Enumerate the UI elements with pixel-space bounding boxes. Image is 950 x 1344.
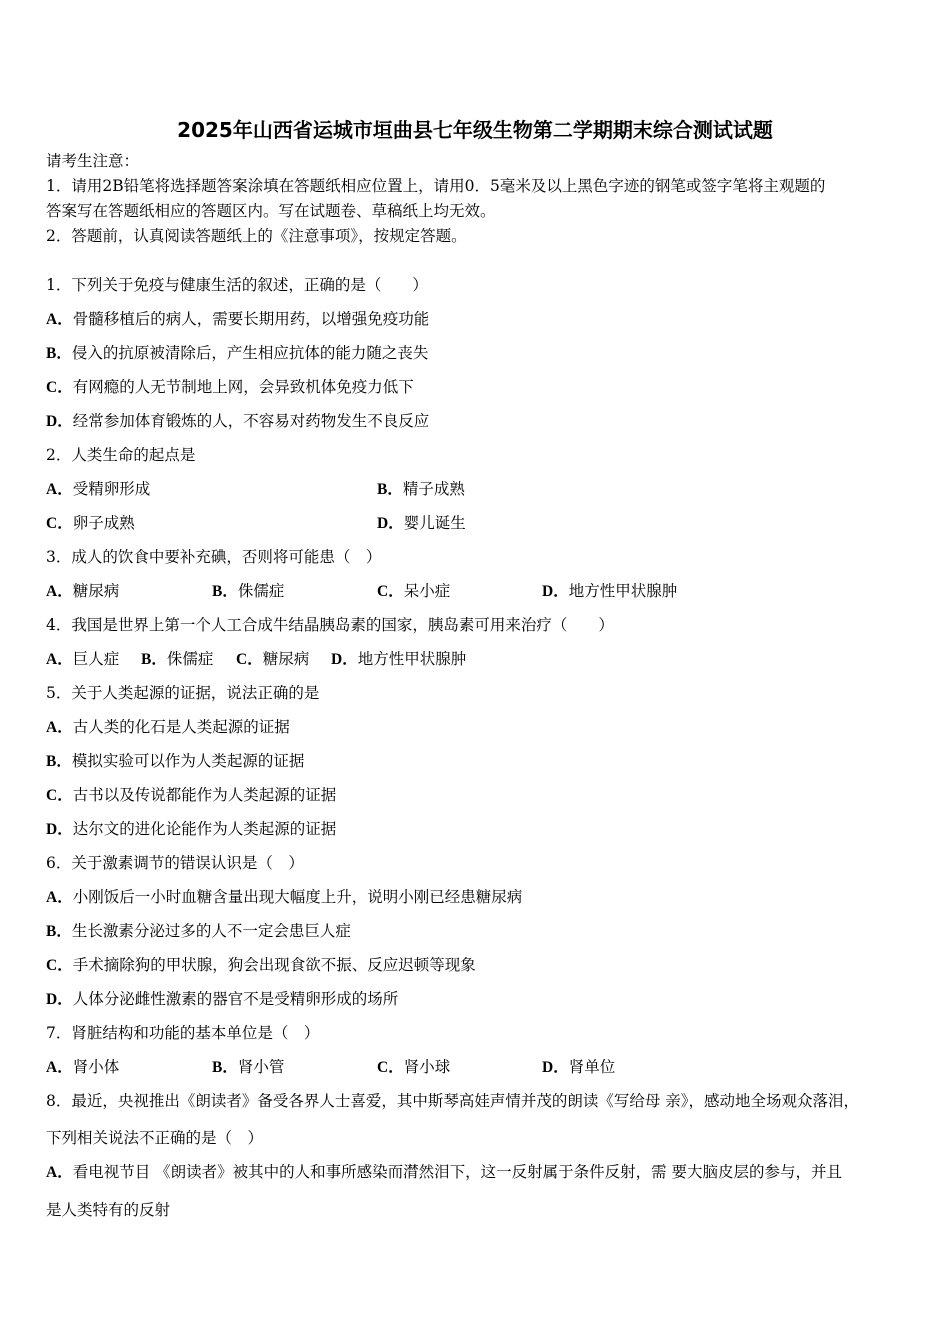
question-stem: 4．我国是世界上第一个人工合成牛结晶胰岛素的国家，胰岛素可用来治疗（ ） [46, 616, 614, 634]
question-stem: 2．人类生命的起点是 [46, 446, 196, 464]
option-letter: B． [141, 651, 167, 668]
option [377, 581, 450, 602]
option-letter: A． [46, 889, 73, 906]
option [46, 513, 135, 534]
question-stem: 下列相关说法不正确的是（ ） [46, 1129, 264, 1147]
option-text: 糖尿病 [262, 650, 310, 668]
option-text: 婴儿诞生 [403, 514, 466, 532]
option-letter: C． [377, 583, 404, 600]
option-letter: C． [236, 651, 263, 668]
option [46, 921, 351, 942]
notice-item: 答案写在答题纸相应的答题区内。写在试题卷、草稿纸上均无效。 [46, 202, 496, 220]
page-title: 2025年山西省运城市垣曲县七年级生物第二学期期末综合测试试题 [177, 118, 773, 142]
option-letter: D． [377, 515, 404, 532]
option [212, 1057, 284, 1078]
option-text: 侏儒症 [237, 582, 285, 600]
option [46, 309, 429, 330]
option-text: 巨人症 [72, 650, 120, 668]
option [46, 343, 428, 364]
option [46, 751, 304, 772]
option [46, 717, 290, 738]
option [542, 581, 677, 602]
option-text-continued [46, 1200, 170, 1220]
option-text: 手术摘除狗的甲状腺，狗会出现食欲不振、反应迟顿等现象 [72, 956, 476, 974]
option-letter: D． [542, 583, 569, 600]
option-text: 模拟实验可以作为人类起源的证据 [71, 752, 305, 770]
option [212, 581, 284, 602]
option [46, 989, 398, 1010]
option-letter: A． [46, 719, 73, 736]
option [46, 955, 476, 976]
option-letter: B． [46, 753, 72, 770]
question-stem [46, 853, 304, 873]
option-text: 小刚饭后一小时血糖含量出现大幅度上升，说明小刚已经患糖尿病 [72, 888, 523, 906]
option-text: 肾小管 [237, 1058, 285, 1076]
option [236, 649, 309, 670]
question-stem [46, 615, 614, 635]
question-stem [46, 683, 319, 703]
option-text: 古书以及传说都能作为人类起源的证据 [72, 786, 337, 804]
option-letter: B． [377, 481, 403, 498]
question-stem [46, 275, 428, 295]
option [46, 479, 150, 500]
option-letter: A． [46, 651, 73, 668]
option-letter: A． [46, 1059, 73, 1076]
option-text: 经常参加体育锻炼的人，不容易对药物发生不良反应 [72, 412, 430, 430]
option-text: 糖尿病 [72, 582, 120, 600]
question-stem: 是人类特有的反射 [46, 1201, 171, 1219]
notice-item: 2．答题前，认真阅读答题纸上的《注意事项》，按规定答题。 [46, 227, 467, 245]
option-text: 地方性甲状腺肿 [568, 582, 678, 600]
option-letter: A． [46, 481, 73, 498]
option-text: 侵入的抗原被清除后，产生相应抗体的能力随之丧失 [71, 344, 429, 362]
option-text: 肾小体 [72, 1058, 120, 1076]
option-text: 侏儒症 [166, 650, 214, 668]
question-stem [46, 1091, 859, 1111]
option-text: 生长激素分泌过多的人不一定会患巨人症 [71, 922, 351, 940]
option-text: 地方性甲状腺肿 [357, 650, 467, 668]
option-letter: C． [46, 787, 73, 804]
option [46, 887, 522, 908]
option-letter: D． [46, 991, 73, 1008]
option-text: 看电视节目 《朗读者》被其中的人和事所感染而潸然泪下，这一反射属于条件反射，需 要大脑皮层的参与，并且 [72, 1163, 843, 1181]
option-letter: B． [46, 345, 72, 362]
option [331, 649, 466, 670]
option-text: 骨髓移植后的病人，需要长期用药，以增强免疫功能 [72, 310, 430, 328]
option-text: 古人类的化石是人类起源的证据 [72, 718, 290, 736]
question-stem [46, 445, 195, 465]
notice-heading: 请考生注意： [46, 152, 140, 170]
question-stem: 3．成人的饮食中要补充碘，否则将可能患（ ） [46, 548, 382, 566]
question-stem: 1．下列关于免疫与健康生活的叙述，正确的是（ ） [46, 276, 428, 294]
option [46, 649, 119, 670]
option-letter: C． [46, 379, 73, 396]
option-letter: A． [46, 311, 73, 328]
option [46, 411, 429, 432]
option [46, 819, 336, 840]
option [377, 1057, 450, 1078]
option-letter: A． [46, 1164, 73, 1181]
option-text: 肾小球 [403, 1058, 451, 1076]
option-text: 有网瘾的人无节制地上网，会异致机体免疫力低下 [72, 378, 414, 396]
option [46, 1057, 119, 1078]
notice-item: 1．请用2B铅笔将选择题答案涂填在答题纸相应位置上，请用0．5毫米及以上黑色字迹的钢笔或签字笔将主观题的 [46, 177, 826, 195]
option-letter: D． [542, 1059, 569, 1076]
option [46, 377, 414, 398]
question-stem [46, 1128, 263, 1148]
question-stem: 5．关于人类起源的证据，说法正确的是 [46, 684, 320, 702]
option-letter: C． [377, 1059, 404, 1076]
option-text: 达尔文的进化论能作为人类起源的证据 [72, 820, 337, 838]
option [377, 479, 465, 500]
question-stem: 6．关于激素调节的错误认识是（ ） [46, 854, 304, 872]
option [377, 513, 466, 534]
option [46, 785, 336, 806]
option-letter: A． [46, 583, 73, 600]
option-text: 呆小症 [403, 582, 451, 600]
question-stem: 8．最近，央视推出《朗读者》备受各界人士喜爱，其中斯琴高娃声情并茂的朗读《写给母 亲》，感动地全场观众落泪， [46, 1092, 860, 1110]
option-letter: B． [212, 1059, 238, 1076]
option [141, 649, 213, 670]
option-text: 精子成熟 [402, 480, 465, 498]
option-letter: B． [46, 923, 72, 940]
option [542, 1057, 615, 1078]
question-stem [46, 1023, 319, 1043]
option-letter: D． [46, 821, 73, 838]
option-text: 肾单位 [568, 1058, 616, 1076]
option-letter: C． [46, 515, 73, 532]
option-text: 卵子成熟 [72, 514, 135, 532]
option-letter: C． [46, 957, 73, 974]
option-letter: B． [212, 583, 238, 600]
option-text: 受精卵形成 [72, 480, 151, 498]
question-stem: 7．肾脏结构和功能的基本单位是（ ） [46, 1024, 320, 1042]
option-letter: D． [331, 651, 358, 668]
option [46, 1162, 842, 1183]
option-letter: D． [46, 413, 73, 430]
question-stem [46, 547, 381, 567]
option-text: 人体分泌雌性激素的器官不是受精卵形成的场所 [72, 990, 399, 1008]
option [46, 581, 119, 602]
